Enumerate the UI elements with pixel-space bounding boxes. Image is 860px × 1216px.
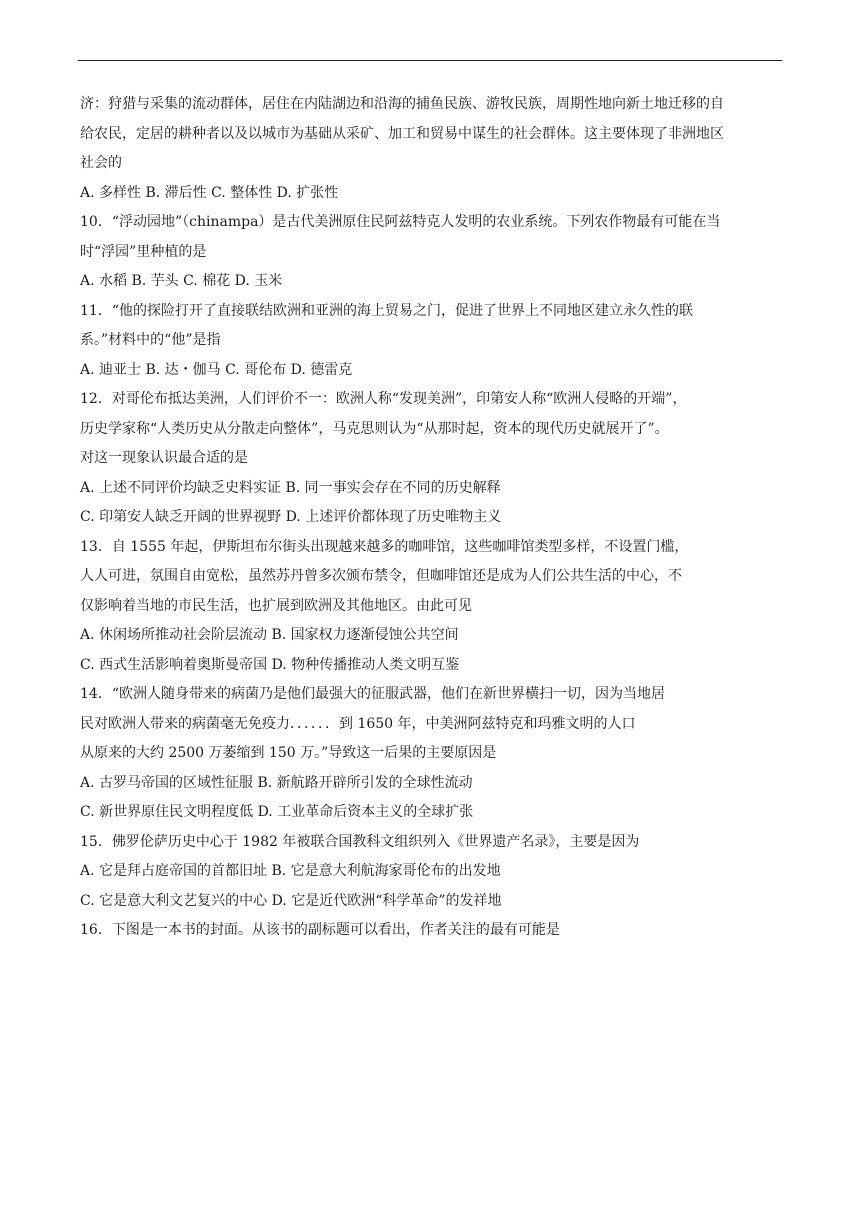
answer-options: A. 上述不同评价均缺乏史料实证 B. 同一事实会存在不同的历史解释 [80, 479, 501, 496]
text-line: 社会的 [80, 155, 122, 171]
answer-options: C. 新世界原住民文明程度低 D. 工业革命后资本主义的全球扩张 [80, 804, 474, 820]
question-14: 14．“欧洲人随身带来的病菌乃是他们最强大的征服武器，他们在新世界横扫一切，因为当地居 [80, 686, 665, 702]
text-line: 仅影响着当地的市民生活，也扩展到欧洲及其他地区。由此可见 [80, 597, 472, 614]
answer-options: A. 它是拜占庭帝国的首都旧址 B. 它是意大利航海家哥伦布的出发地 [80, 863, 501, 879]
question-11: 11．“他的探险打开了直接联结欧洲和亚洲的海上贸易之门，促进了世界上不同地区建立永久性的联 [80, 302, 693, 319]
header-rule [78, 60, 782, 61]
question-10: 10．“浮动园地”（chinampa）是古代美洲原住民阿兹特克人发明的农业系统。下列农作物最有可能在当 [80, 214, 721, 230]
text-line: 历史学家称“人类历史从分散走向整体”，马克思则认为“从那时起，资本的现代历史就展开了”。 [80, 420, 669, 437]
answer-options: A. 休闲场所推动社会阶层流动 B. 国家权力逐渐侵蚀公共空间 [80, 627, 459, 643]
answer-options: A. 水稻 B. 芋头 C. 棉花 D. 玉米 [80, 273, 283, 289]
text-line: 人人可进，氛围自由宽松，虽然苏丹曾多次颁布禁令，但咖啡馆还是成为人们公共生活的中心，不 [80, 568, 682, 584]
text-line: 济：狩猎与采集的流动群体，居住在内陆湖边和沿海的捕鱼民族、游牧民族，周期性地向新土地迁移的自 [80, 96, 724, 112]
text-line: 对这一现象认识最合适的是 [80, 450, 248, 466]
text-line: 给农民，定居的耕种者以及以城市为基础从采矿、加工和贸易中谋生的社会群体。这主要体现了非洲地区 [80, 125, 724, 142]
text-line: 系。”材料中的“他”是指 [80, 332, 221, 348]
answer-options: A. 多样性 B. 滞后性 C. 整体性 D. 扩张性 [80, 184, 339, 201]
question-13: 13．自 1555 年起，伊斯坦布尔街头出现越来越多的咖啡馆，这些咖啡馆类型多样，不设置门槛， [80, 538, 689, 555]
question-15: 15．佛罗伦萨历史中心于 1982 年被联合国教科文组织列入《世界遗产名录》，主要是因为 [80, 833, 640, 850]
question-16: 16．下图是一本书的封面。从该书的副标题可以看出，作者关注的最有可能是 [80, 922, 560, 938]
text-line: 从原来的大约 2500 万萎缩到 150 万。”导致这一后果的主要原因是 [80, 745, 497, 761]
answer-options: C. 西式生活影响着奥斯曼帝国 D. 物种传播推动人类文明互鉴 [80, 656, 460, 673]
answer-options: A. 古罗马帝国的区域性征服 B. 新航路开辟所引发的全球性流动 [80, 774, 473, 791]
document-body [80, 94, 780, 950]
text-line: 时“浮园”里种植的是 [80, 243, 207, 260]
answer-options: C. 印第安人缺乏开阔的世界视野 D. 上述评价都体现了历史唯物主义 [80, 509, 502, 525]
question-12: 12．对哥伦布抵达美洲，人们评价不一：欧洲人称“发现美洲”，印第安人称“欧洲人侵略的开端”， [80, 391, 687, 407]
answer-options: A. 迪亚士 B. 达・伽马 C. 哥伦布 D. 德雷克 [80, 361, 353, 378]
answer-options: C. 它是意大利文艺复兴的中心 D. 它是近代欧洲“科学革命”的发祥地 [80, 892, 502, 909]
text-line: 民对欧洲人带来的病菌毫无免疫力．．．．．．到 1650 年，中美洲阿兹特克和玛雅文明的人口 [80, 715, 636, 732]
